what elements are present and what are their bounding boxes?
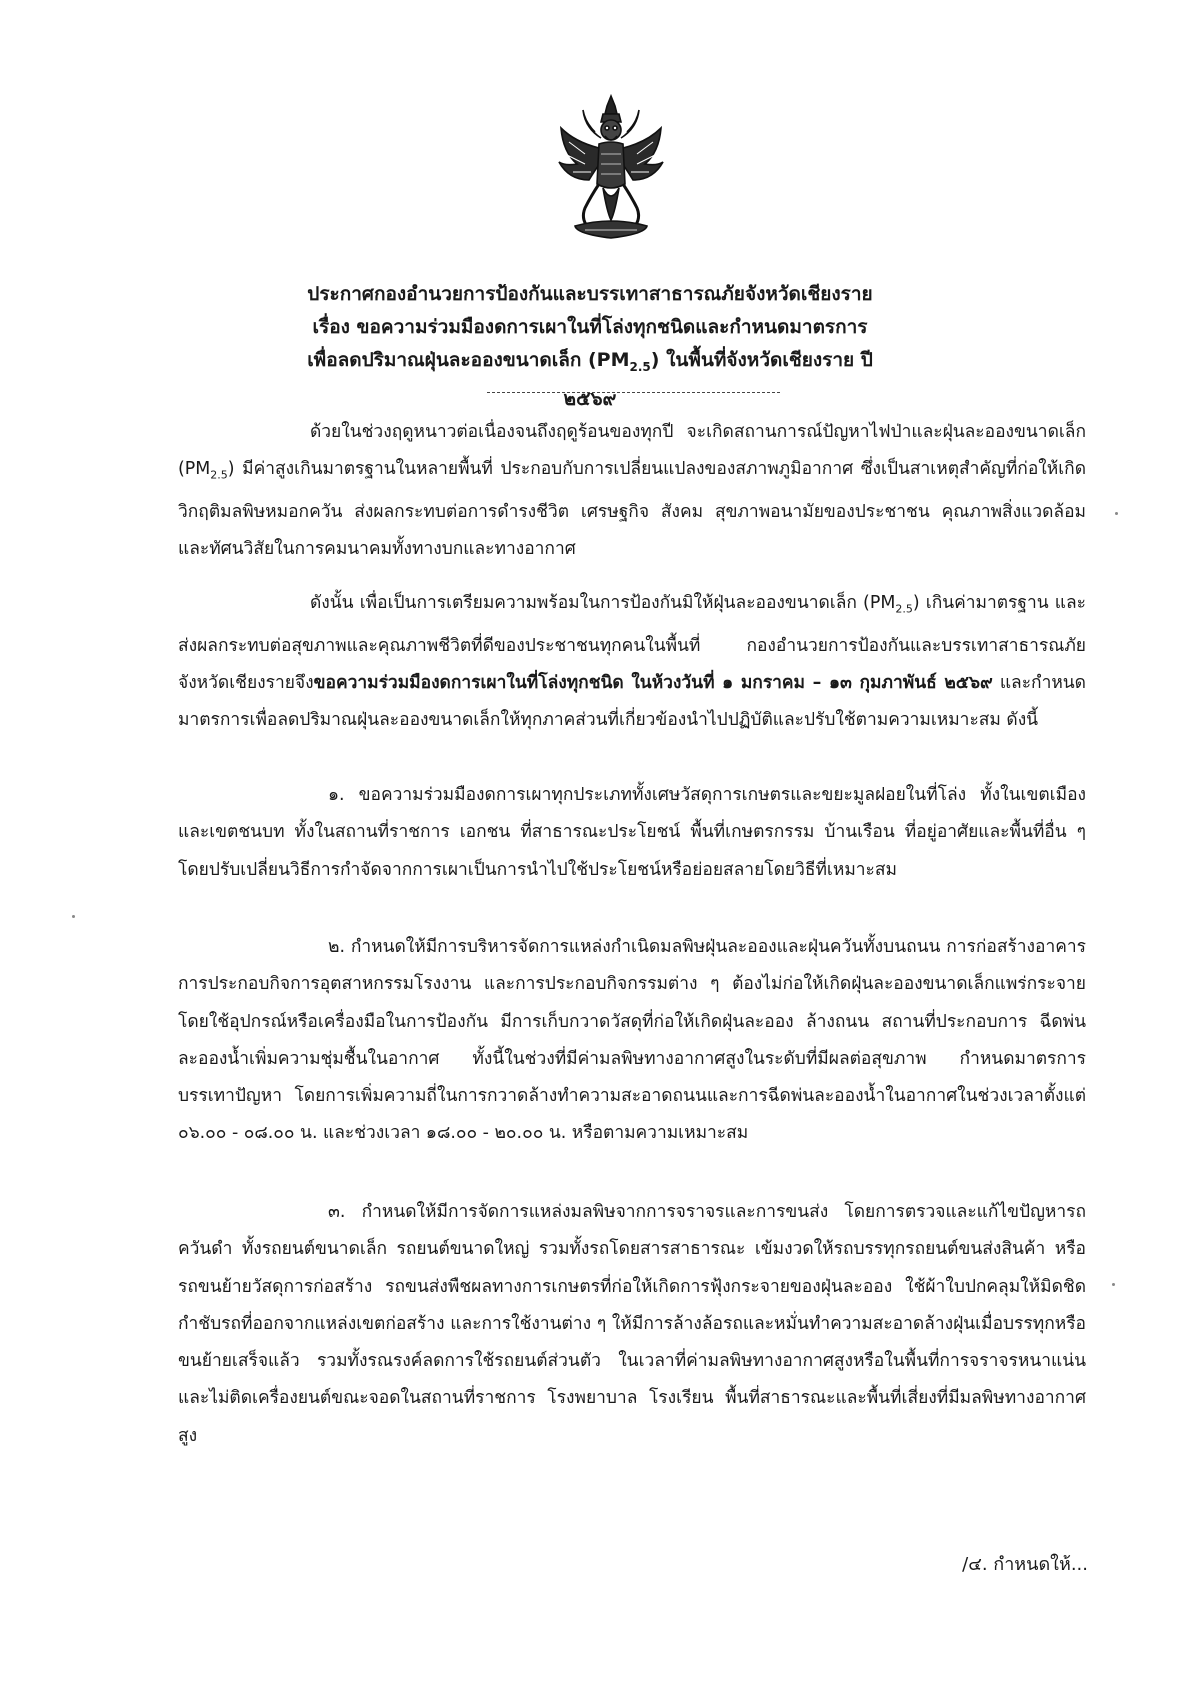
para2-text-end: และกำหนดมาตรการเพื่อลดปริมาณฝุ่นละอองขนาดเล็กให้ทุกภาคส่วนที่เกี่ยวข้องนำไปปฏิบัติและปรับใช้ตามความเหมาะสม ดังนี้	[178, 673, 1086, 731]
scan-speck	[72, 915, 75, 918]
measure-item-3: ๓. กำหนดให้มีการจัดการแหล่งมลพิษจากการจราจรและการขนส่ง โดยการตรวจและแก้ไขปัญหารถควันดำ ทั้งรถยนต์ขนาดเล็ก รถยนต์ขนาดใหญ่ รวมทั้งรถโดยสารสาธารณะ เข้มงวดให้รถบรรทุกรถยนต์ขนส่งสินค้า หรือรถขนย้ายวัสดุการก่อสร้าง รถขนส่งพืชผลทางการเกษตรที่ก่อให้เกิดการฟุ้งกระจายของฝุ่นละออง ใช้ผ้าใบปกคลุมให้มิดชิด กำชับรถที่ออกจากแหล่งเขตก่อสร้าง และการใช้งานต่าง ๆ ให้มีการล้างล้อรถและหมั่นทำความสะอาดล้างฝุ่นเมื่อบรรทุกหรือขนย้ายเสร็จแล้ว รวมทั้งรณรงค์ลดการใช้รถยนต์ส่วนตัว ในเวลาที่ค่ามลพิษทางอากาศสูงหรือในพื้นที่การจราจรหนาแน่น และไม่ติดเครื่องยนต์ขณะจอดในสถานที่ราชการ โรงพยาบาล โรงเรียน พื้นที่สาธารณะและพื้นที่เสี่ยงที่มีมลพิษทางอากาศสูง	[178, 1202, 1086, 1446]
announcement-subject: เรื่อง ขอความร่วมมืองดการเผาในที่โล่งทุกชนิดและกำหนดมาตรการ	[312, 316, 868, 338]
subject-line2-text-end: ) ในพื้นที่จังหวัดเชียงราย ปี ๒๕๖๙	[563, 349, 873, 410]
para1-text-end: ) มีค่าสูงเกินมาตรฐานในหลายพื้นที่ ประกอบกับการเปลี่ยนแปลงของสภาพภูมิอากาศ ซึ่งเป็นสาเหตุสำคัญที่ก่อให้เกิดวิกฤติมลพิษหมอกควัน ส่งผลกระทบต่อการดำรงชีวิต เศรษฐกิจ สังคม สุขภาพอนามัยของประชาชน คุณภาพสิ่งแวดล้อม และทัศนวิสัยในการคมนาคมทั้งทางบกและทางอากาศ	[178, 459, 1086, 560]
para2-bold-request: ขอความร่วมมืองดการเผาในที่โล่งทุกชนิด ในห้วงวันที่ ๑ มกราคม – ๑๓ กุมภาพันธ์ ๒๕๖๙	[313, 673, 993, 694]
subject-line2-text: เพื่อลดปริมาณฝุ่นละอองขนาดเล็ก (PM	[307, 349, 630, 371]
measure-item-1: ๑. ขอความร่วมมืองดการเผาทุกประเภททั้งเศษวัสดุการเกษตรและขยะมูลฝอยในที่โล่ง ทั้งในเขตเมืองและเขตชนบท ทั้งในสถานที่ราชการ เอกชน ที่สาธารณะประโยชน์ พื้นที่เกษตรกรรม บ้านเรือน ที่อยู่อาศัยและพื้นที่อื่น ๆ โดยปรับเปลี่ยนวิธีการกำจัดจากการเผาเป็นการนำไปใช้ประโยชน์หรือย่อยสลายโดยวิธีที่เหมาะสม	[178, 785, 1086, 880]
para2-text-mid: ) เกินค่ามาตรฐาน และส่งผลกระทบต่อสุขภาพและคุณภาพชีวิตที่ดีของประชาชนทุกคนในพื้นที่ กองอำนวยการป้องกันและบรรเทาสาธารณภัยจังหวัดเชียงรายจึง	[178, 593, 1086, 694]
paragraph-request	[178, 585, 1086, 740]
scan-speck	[1112, 1283, 1115, 1286]
scan-speck	[1115, 512, 1118, 515]
para1-text: ด้วยในช่วงฤดูหนาวต่อเนื่องจนถึงฤดูร้อนของทุกปี จะเกิดสถานการณ์ปัญหาไฟป่าและฝุ่นละอองขนาดเล็ก (PM	[178, 422, 1086, 480]
garuda-emblem-icon	[555, 92, 667, 244]
pm-subscript: 2.5	[210, 468, 228, 482]
pm-subscript: 2.5	[895, 602, 913, 616]
para2-text: ดังนั้น เพื่อเป็นการเตรียมความพร้อมในการป้องกันมิให้ฝุ่นละอองขนาดเล็ก (PM	[310, 593, 896, 613]
separator-line	[487, 392, 780, 393]
announcement-subject-line2	[300, 344, 880, 415]
continuation-note: /๔. กำหนดให้...	[962, 1554, 1088, 1575]
paragraph-intro	[178, 414, 1086, 569]
pm-subscript: 2.5	[629, 359, 651, 374]
measure-item-2: ๒. กำหนดให้มีการบริหารจัดการแหล่งกำเนิดมลพิษฝุ่นละอองและฝุ่นควันทั้งบนถนน การก่อสร้างอาคาร การประกอบกิจการอุตสาหกรรมโรงงาน และการประกอบกิจกรรมต่าง ๆ ต้องไม่ก่อให้เกิดฝุ่นละอองขนาดเล็กแพร่กระจาย โดยใช้อุปกรณ์หรือเครื่องมือในการป้องกัน มีการเก็บกวาดวัสดุที่ก่อให้เกิดฝุ่นละออง ล้างถนน สถานที่ประกอบการ ฉีดพ่นละอองน้ำเพิ่มความชุ่มชื้นในอากาศ ทั้งนี้ในช่วงที่มีค่ามลพิษทางอากาศสูงในระดับที่มีผลต่อสุขภาพ กำหนดมาตรการบรรเทาปัญหา โดยการเพิ่มความถี่ในการกวาดล้างทำความสะอาดถนนและการฉีดพ่นละอองน้ำในอากาศในช่วงเวลาตั้งแต่ ๐๖.๐๐ - ๐๘.๐๐ น. และช่วงเวลา ๑๘.๐๐ - ๒๐.๐๐ น. หรือตามความเหมาะสม	[178, 937, 1086, 1144]
announcement-title: ประกาศกองอำนวยการป้องกันและบรรเทาสาธารณภัยจังหวัดเชียงราย	[307, 283, 873, 305]
